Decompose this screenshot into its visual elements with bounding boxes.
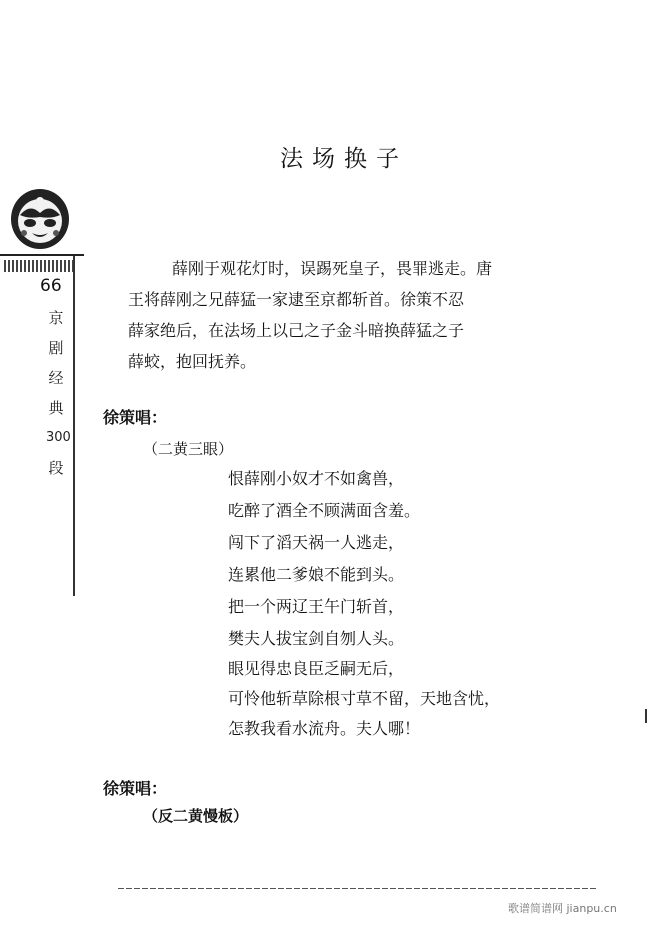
header-rule: [0, 254, 84, 256]
verse-line: 把一个两辽王午门斩首，: [228, 597, 405, 616]
intro-line: 薛刚于观花灯时，误踢死皇子，畏罪逃走。唐: [172, 259, 493, 278]
verse-line: 可怜他斩草除根寸草不留，天地含忧，: [228, 689, 501, 708]
intro-line: 王将薛刚之兄薛猛一家逮至京都斩首。徐策不忍: [128, 290, 465, 309]
verse-line: 吃醉了酒全不顾满面含羞。: [228, 501, 421, 520]
tune-label: （二黄三眼）: [143, 440, 234, 458]
opera-mask-icon: [6, 185, 74, 253]
page-number: 66: [40, 276, 62, 296]
verse-line: 连累他二爹娘不能到头。: [228, 565, 405, 584]
watermark: 歌谱简谱网 jianpu.cn: [508, 902, 617, 915]
verse-line: 闯下了滔天祸一人逃走，: [228, 533, 405, 552]
book-title-number: 300: [46, 430, 71, 445]
verse-line: 恨薛刚小奴才不如禽兽，: [228, 469, 405, 488]
verse-line: 怎教我看水流舟。夫人哪！: [228, 719, 421, 738]
book-title-char: 段: [48, 459, 64, 477]
book-title-char: 京: [48, 309, 64, 327]
decorative-hatch: [4, 260, 76, 272]
book-title-char: 剧: [48, 339, 64, 357]
book-title-vertical: [46, 303, 71, 483]
verse-line: 眼见得忠良臣乏嗣无后，: [228, 659, 405, 678]
verse-line: 樊夫人拔宝剑自刎人头。: [228, 629, 405, 648]
edge-mark: [645, 709, 647, 723]
book-title-char: 典: [48, 399, 64, 417]
speaker-label: 徐策唱：: [103, 408, 168, 427]
tune-label: （反二黄慢板）: [143, 807, 249, 825]
margin-rule: [73, 256, 75, 596]
footer-rule: [118, 888, 596, 889]
intro-line: 薛家绝后，在法场上以己之子金斗暗换薛猛之子: [128, 321, 465, 340]
page-title: 法场换子: [280, 146, 408, 172]
speaker-label: 徐策唱：: [103, 779, 168, 798]
intro-line: 薛蛟，抱回抚养。: [128, 352, 257, 371]
book-title-char: 经: [48, 369, 64, 387]
